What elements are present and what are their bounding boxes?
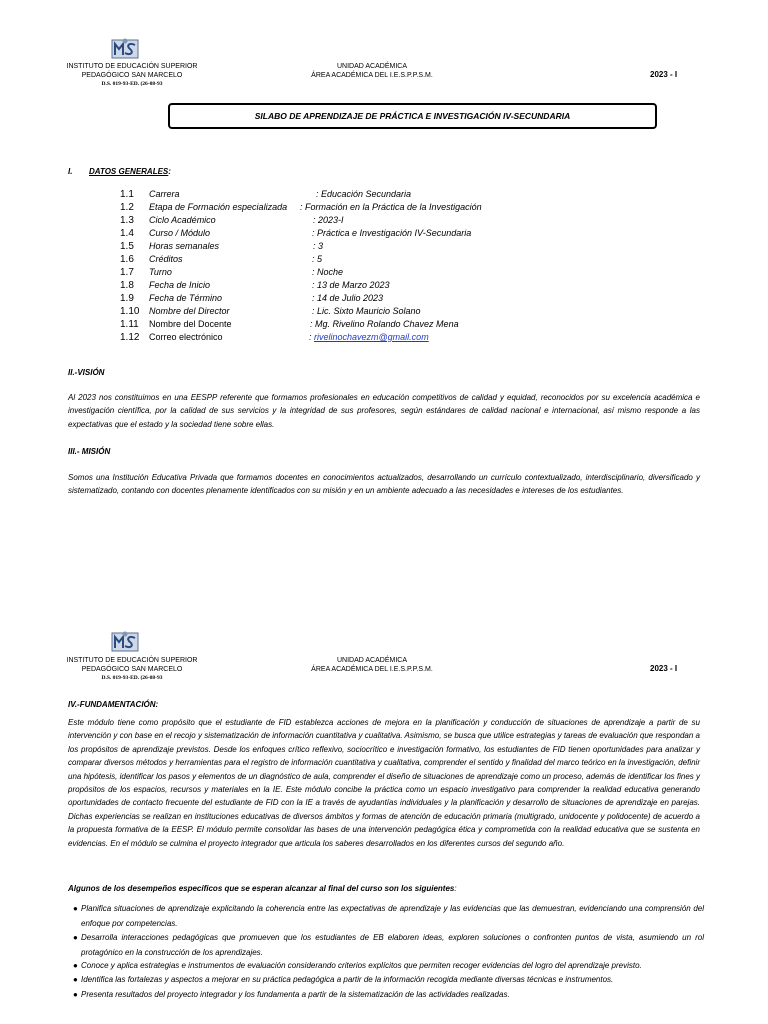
- institution-name-line2: PEDAGÓGICO SAN MARCELO: [81, 666, 183, 673]
- section-i-numeral: I.: [68, 167, 73, 176]
- decree-number: D.S. 019-93-ED. (26-08-93: [101, 675, 163, 681]
- row-number: 1.12: [120, 332, 140, 343]
- row-label: Nombre del Director: [149, 306, 230, 316]
- list-item-text: Presenta resultados del proyecto integrador y los fundamenta a partir de la sistematización de las actividades realizadas.: [81, 990, 510, 999]
- institution-name-line1: INSTITUTO DE EDUCACIÓN SUPERIOR: [66, 63, 198, 70]
- row-value: : 2023-I: [313, 215, 344, 225]
- mission-heading: III.- MISIÓN: [68, 447, 111, 456]
- row-number: 1.6: [120, 254, 134, 265]
- list-item-text: Conoce y aplica estrategias e instrumentos de evaluación considerando criterios explícitos que permiten recoger evidencias del logro del aprendizaje previsto.: [81, 961, 642, 970]
- rationale-heading: IV.-FUNDAMENTACIÓN:: [68, 700, 159, 709]
- row-label: Fecha de Término: [149, 293, 223, 303]
- row-number: 1.3: [120, 215, 134, 226]
- row-label: Curso / Módulo: [149, 228, 211, 238]
- row-value: : Educación Secundaria: [316, 189, 412, 199]
- row-label: Fecha de Inicio: [149, 280, 211, 290]
- bullet-icon: ●: [73, 990, 78, 999]
- row-label: Carrera: [149, 189, 180, 199]
- syllabus-title: SILABO DE APRENDIZAJE DE PRÁCTICA E INVESTIGACIÓN IV-SECUNDARIA: [254, 111, 571, 121]
- row-value: : Lic. Sixto Mauricio Solano: [312, 306, 421, 316]
- row-number: 1.11: [120, 319, 139, 330]
- academic-unit-line1: UNIDAD ACADÉMICA: [336, 63, 407, 70]
- syllabus-title-box: [168, 103, 657, 129]
- row-label: Nombre del Docente: [149, 319, 232, 329]
- section-general-data-heading: [89, 167, 171, 176]
- general-data-colon: :: [168, 167, 171, 176]
- list-item: [68, 959, 704, 974]
- row-value: : 13 de Marzo 2023: [312, 280, 390, 290]
- row-number: 1.5: [120, 241, 134, 252]
- list-item: [68, 988, 704, 1003]
- list-item-text: Desarrolla interacciones pedagógicas que promueven que los estudiantes de EB elaboren ideas, exploren soluciones o confronten puntos de vista, asumiendo un rol protagónico en la construcción de los aprendizajes.: [81, 933, 704, 957]
- academic-unit-line2: ÁREA ACADÉMICA DEL I.E.S.P.P.S.M.: [311, 72, 433, 79]
- row-label: Correo electrónico: [149, 332, 223, 342]
- performances-title: Algunos de los desempeños específicos que se esperan alcanzar al final del curso son los siguientes: [68, 884, 455, 893]
- performances-heading: [68, 884, 457, 893]
- row-number: 1.4: [120, 228, 134, 239]
- bullet-icon: ●: [73, 961, 78, 970]
- row-label: Turno: [149, 267, 172, 277]
- row-number: 1.10: [120, 306, 140, 317]
- mission-text: Somos una Institución Educativa Privada que formamos docentes en conocimientos actualizados, desarrollando un currículo contextualizado, interdisciplinario, diversificado y sistematizado, contando con docentes plenamente identificados con su misión y en un ambiente adecuado a las necesidades e intereses de los estudiantes.: [68, 473, 700, 496]
- row-value: : 14 de Julio 2023: [312, 293, 384, 303]
- academic-unit-line1: UNIDAD ACADÉMICA: [336, 657, 407, 664]
- decree-number: D.S. 019-93-ED. (26-08-93: [101, 81, 163, 87]
- bullet-icon: ●: [73, 975, 78, 984]
- vision-text: Al 2023 nos constituimos en una EESPP referente que formamos profesionales en educación competitivos de calidad y equidad, reconocidos por su excelencia académica e investigación científica, por la calidad de sus servicios y la integridad de sus profesores, según estándares de calidad nacional e internacional, así mismo responde a las expectativas que el estado y la sociedad tiene sobre ellas.: [68, 393, 700, 429]
- list-item: [68, 902, 704, 931]
- row-value: [309, 331, 429, 344]
- rationale-text: Este módulo tiene como propósito que el estudiante de FID establezca acciones de mejora en la planificación y conducción de situaciones de aprendizaje a partir de su intervención y con base en el recojo y sistematización de información cuantitativa y cualitativa. Asimismo, se busca que utilice estrategias y tareas de evaluación que respondan a los propósitos de aprendizaje previstos. Desde los enfoques crítico reflexivo, sociocrítico e investigación formativo, los estudiantes de FID tienen oportunidades para analizar y comparar diversos métodos y herramientas para el registro de información cuantitativa y cualitativa, comprender el sentido y finalidad del marco teórico en la investigación, definir una hipótesis, identificar los pasos y elementos de un diagnóstico de aula, comprender el diseño de situaciones de aprendizaje como un proceso, además de identificar los fines y propósitos de los espacios, recursos y materiales en la IE. Este módulo concibe la práctica como un espacio investigativo para comprender la realidad educativa generando oportunidades de contacto frecuente del estudiante de FID con la IE a través de ayudantías individuales y la planificación y desarrollo de situaciones de aprendizaje en parejas. Dichas experiencias se realizan en instituciones educativas de diversos ámbitos y formas de atención de educación primaria (multigrado, unidocente y polidocente) de acuerdo a la propuesta formativa de la EESP. El módulo permite consolidar las bases de una intervención pedagógica ética y comprometida con la realidad educativa que se sustenta en evidencias. En el módulo se culmina el proyecto integrador que articula los saberes desarrollados en los diferentes cursos del segundo año.: [68, 718, 700, 848]
- row-number: 1.1: [120, 189, 134, 200]
- row-value: : Noche: [312, 267, 344, 277]
- bullet-icon: ●: [73, 933, 78, 942]
- list-item: [68, 973, 704, 988]
- institution-name-line2: PEDAGÓGICO SAN MARCELO: [81, 72, 183, 79]
- row-label: Etapa de Formación especializada: [149, 202, 288, 212]
- row-number: 1.8: [120, 280, 134, 291]
- row-number: 1.2: [120, 202, 134, 213]
- row-value: : Formación en la Práctica de la Investigación: [300, 202, 482, 212]
- row-label: Ciclo Académico: [149, 215, 216, 225]
- academic-unit-line2: ÁREA ACADÉMICA DEL I.E.S.P.P.S.M.: [311, 666, 433, 673]
- institution-logo: [109, 630, 141, 654]
- general-data-title: DATOS GENERALES: [89, 167, 169, 176]
- vision-heading: II.-VISIÓN: [68, 368, 105, 377]
- row-number: 1.7: [120, 267, 134, 278]
- row-value: : 5: [312, 254, 323, 264]
- academic-period: 2023 - I: [650, 70, 678, 79]
- row-label: Horas semanales: [149, 241, 220, 251]
- email-prefix: :: [309, 332, 315, 342]
- institution-logo: [109, 37, 141, 61]
- row-value: : Práctica e Investigación IV-Secundaria: [312, 228, 472, 238]
- list-item-text: Planifica situaciones de aprendizaje explicitando la coherencia entre las expectativas de aprendizaje y las evidencias que las demuestran, evidenciando una comprensión del enfoque por competencias.: [81, 904, 704, 928]
- performances-colon: :: [454, 884, 457, 893]
- row-number: 1.9: [120, 293, 134, 304]
- row-value: : Mg. Rivelino Rolando Chavez Mena: [310, 319, 459, 329]
- list-item: [68, 931, 704, 960]
- row-value: : 3: [313, 241, 324, 251]
- institution-name-line1: INSTITUTO DE EDUCACIÓN SUPERIOR: [66, 657, 198, 664]
- row-label: Créditos: [149, 254, 183, 264]
- bullet-icon: ●: [73, 904, 78, 913]
- academic-period: 2023 - I: [650, 664, 678, 673]
- email-link[interactable]: rivelinochavezm@gmail.com: [314, 332, 429, 342]
- list-item-text: Identifica las fortalezas y aspectos a mejorar en su práctica pedagógica a partir de la información recogida mediante diversas técnicas e instrumentos.: [81, 975, 614, 984]
